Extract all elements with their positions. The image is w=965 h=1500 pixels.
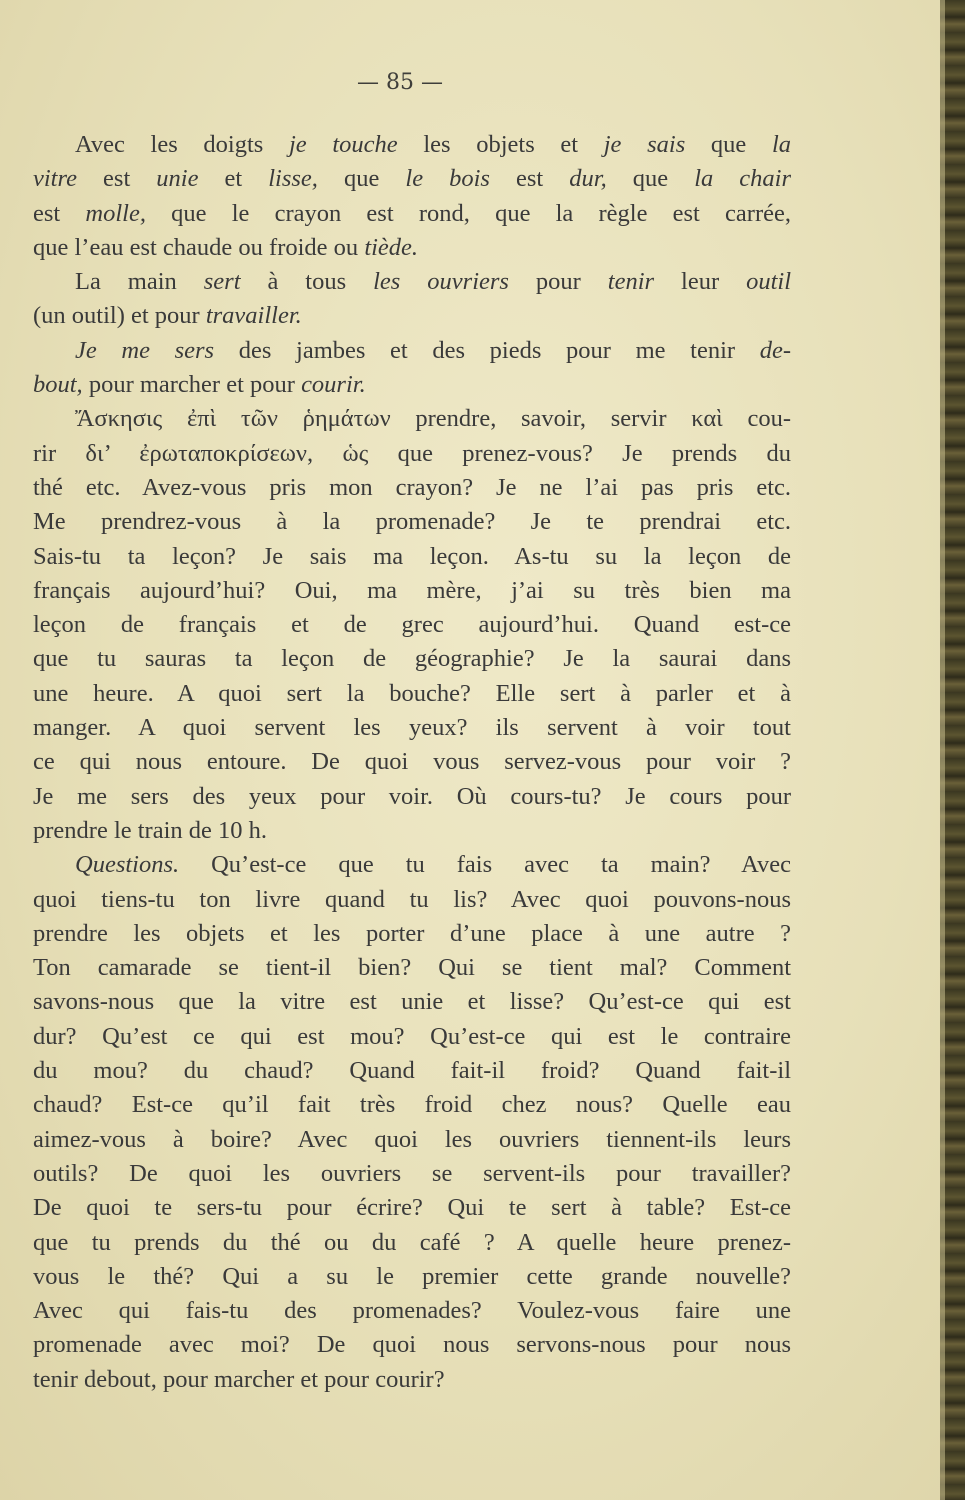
- italic-phrase: Je me sers: [75, 336, 215, 364]
- text-segment: prendre le train de 10 h.: [33, 816, 268, 844]
- text-line: [33, 505, 791, 539]
- italic-phrase: molle,: [85, 199, 146, 227]
- italic-phrase: les ouvriers: [373, 268, 509, 296]
- text-line: [33, 917, 791, 951]
- text-line: [33, 883, 791, 917]
- text-segment: leçon de français et de grec aujourd’hui. Quand est-ce: [33, 611, 791, 639]
- text-segment: De quoi te sers-tu pour écrire? Qui te sert à table? Est-ce: [33, 1194, 791, 1222]
- text-segment: rir δι’ ἐρωταποκρίσεων, ὡς que prenez-vous? Je prends du: [33, 439, 791, 467]
- text-segment: Avec qui fais-tu des promenades? Voulez-vous faire une: [33, 1297, 791, 1325]
- text-line: [33, 1328, 791, 1362]
- text-segment: prendre les objets et les porter d’une place à une autre ?: [33, 919, 791, 947]
- page-number: — 85 —: [357, 70, 443, 95]
- italic-phrase: courir.: [301, 371, 366, 399]
- italic-phrase: je sais: [603, 131, 686, 158]
- text-line: [33, 1191, 791, 1225]
- italic-phrase: de-: [759, 336, 791, 364]
- text-segment: une heure. A quoi sert la bouche? Elle sert à parler et à: [33, 679, 791, 707]
- text-segment: pour marcher et pour: [82, 371, 302, 399]
- book-binding-edge: [940, 0, 965, 1500]
- text-segment: savons-nous que la vitre est unie et lisse? Qu’est-ce qui est: [33, 988, 791, 1016]
- text-line: [33, 711, 791, 745]
- text-segment: que le crayon est rond, que la règle est carrée,: [145, 199, 791, 227]
- text-segment: manger. A quoi servent les yeux? ils servent à voir tout: [33, 714, 791, 742]
- text-segment: est: [77, 165, 157, 193]
- text-line: [33, 437, 791, 471]
- italic-phrase: vitre: [33, 165, 77, 193]
- text-line: [33, 540, 791, 574]
- text-segment: et: [198, 165, 269, 193]
- text-segment: vous le thé? Qui a su le premier cette grande nouvelle?: [33, 1262, 791, 1290]
- text-segment: Me prendrez-vous à la promenade? Je te prendrai etc.: [33, 508, 791, 536]
- text-line: [33, 1157, 791, 1191]
- text-segment: quoi tiens-tu ton livre quand tu lis? Avec quoi pouvons-nous: [33, 885, 791, 913]
- italic-phrase: travailler.: [205, 302, 302, 330]
- text-line: [33, 951, 791, 985]
- text-segment: Avec les doigts: [75, 131, 289, 158]
- text-line: [33, 848, 791, 882]
- text-segment: est: [33, 199, 86, 227]
- text-line: [33, 368, 791, 402]
- text-line: [33, 780, 791, 814]
- text-segment: les objets et: [397, 131, 604, 158]
- text-line: [33, 471, 791, 505]
- text-line: [33, 299, 791, 333]
- text-segment: Je me sers des yeux pour voir. Où cours-tu? Je cours pour: [33, 782, 791, 810]
- text-line: [33, 574, 791, 608]
- italic-phrase: outil: [746, 268, 791, 296]
- text-segment: que: [606, 165, 695, 193]
- text-segment: aimez-vous à boire? Avec quoi les ouvriers tiennent-ils leurs: [33, 1125, 791, 1153]
- text-segment: dur? Qu’est ce qui est mou? Qu’est-ce qui est le contraire: [33, 1022, 791, 1050]
- text-segment: thé etc. Avez-vous pris mon crayon? Je ne l’ai pas pris etc.: [33, 473, 791, 501]
- text-segment: Ἄσκησις ἐπὶ τῶν ῥημάτων prendre, savoir, servir καὶ cou-: [75, 405, 791, 433]
- text-line: [33, 1088, 791, 1122]
- text-segment: français aujourd’hui? Oui, ma mère, j’ai su très bien ma: [33, 576, 791, 604]
- text-segment: que: [317, 165, 406, 193]
- text-line: [33, 642, 791, 676]
- text-segment: que: [685, 131, 772, 158]
- text-line: [33, 1123, 791, 1157]
- text-segment: chaud? Est-ce qu’il fait très froid chez nous? Quelle eau: [33, 1091, 791, 1119]
- text-segment: du mou? du chaud? Quand fait-il froid? Quand fait-il: [33, 1057, 791, 1085]
- text-line: [33, 1054, 791, 1088]
- text-line: [33, 814, 791, 848]
- italic-phrase: Questions.: [75, 851, 180, 879]
- text-segment: pour: [508, 268, 608, 296]
- text-segment: que l’eau est chaude ou froide ou: [33, 233, 365, 261]
- text-segment: leur: [654, 268, 747, 296]
- text-segment: Qu’est-ce que tu fais avec ta main? Avec: [179, 851, 791, 879]
- text-line: [33, 231, 791, 265]
- text-line: [33, 265, 791, 299]
- text-line: [33, 1363, 791, 1397]
- text-line: [33, 1294, 791, 1328]
- text-line: [33, 985, 791, 1019]
- text-line: [33, 1020, 791, 1054]
- text-line: [33, 608, 791, 642]
- text-line: [33, 128, 791, 162]
- italic-phrase: lisse,: [268, 165, 318, 193]
- italic-phrase: la: [771, 131, 791, 158]
- text-segment: est: [489, 165, 570, 193]
- text-segment: des jambes et des pieds pour me tenir: [214, 336, 760, 364]
- text-line: [33, 1260, 791, 1294]
- text-segment: que tu prends du thé ou du café ? A quelle heure prenez-: [33, 1228, 791, 1256]
- text-segment: promenade avec moi? De quoi nous servons-nous pour nous: [33, 1331, 791, 1359]
- text-line: [33, 402, 791, 436]
- italic-phrase: dur,: [569, 165, 607, 193]
- italic-phrase: unie: [156, 165, 199, 193]
- body-text: [33, 128, 791, 1397]
- italic-phrase: bout,: [33, 371, 83, 399]
- text-segment: Ton camarade se tient-il bien? Qui se tient mal? Comment: [33, 954, 791, 982]
- italic-phrase: la chair: [694, 165, 791, 193]
- italic-phrase: sert: [203, 268, 241, 296]
- italic-phrase: tiède.: [364, 233, 419, 261]
- text-line: [33, 334, 791, 368]
- text-segment: Sais-tu ta leçon? Je sais ma leçon. As-tu su la leçon de: [33, 542, 791, 570]
- text-line: [33, 745, 791, 779]
- italic-phrase: tenir: [607, 268, 655, 296]
- text-line: [33, 162, 791, 196]
- text-line: [33, 1226, 791, 1260]
- text-segment: que tu sauras ta leçon de géographie? Je la saurai dans: [33, 645, 791, 673]
- text-segment: à tous: [240, 268, 374, 296]
- italic-phrase: le bois: [405, 165, 490, 193]
- text-segment: La main: [75, 268, 204, 296]
- italic-phrase: je touche: [289, 131, 398, 158]
- text-segment: tenir debout, pour marcher et pour courir?: [33, 1365, 445, 1393]
- text-line: [33, 677, 791, 711]
- text-segment: (un outil) et pour: [33, 302, 206, 330]
- text-segment: outils? De quoi les ouvriers se servent-ils pour travailler?: [33, 1159, 791, 1187]
- text-line: [33, 197, 791, 231]
- text-segment: ce qui nous entoure. De quoi vous servez-vous pour voir ?: [33, 748, 791, 776]
